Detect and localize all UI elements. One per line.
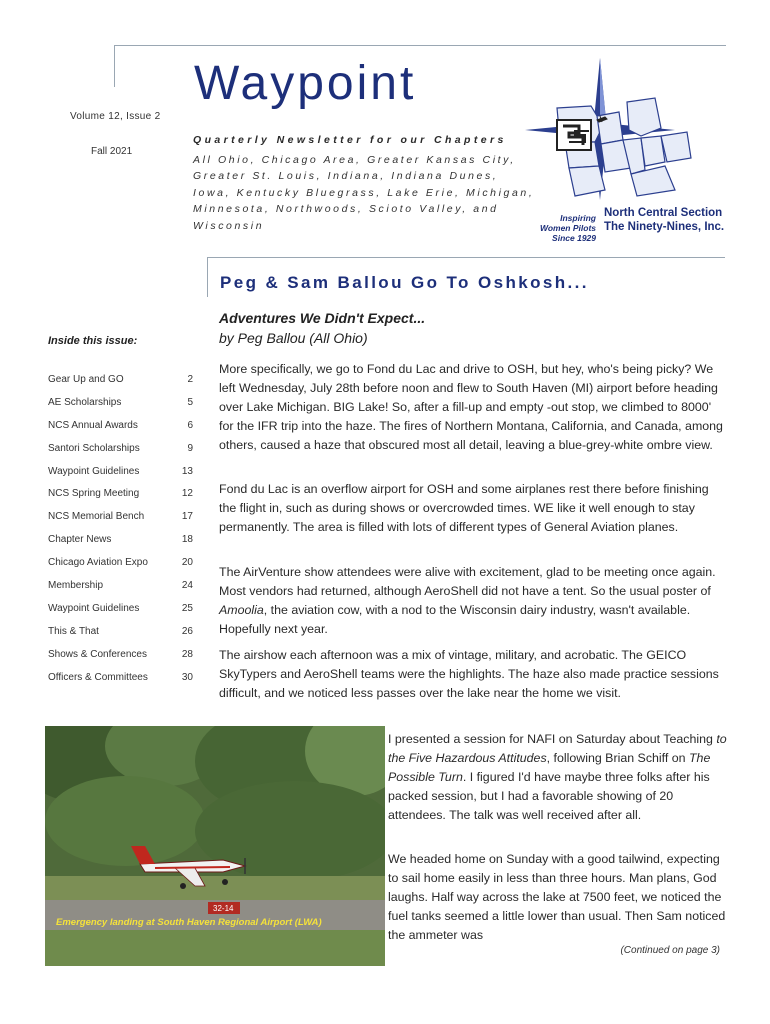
toc-item <box>48 569 193 592</box>
article-paragraph: The airshow each afternoon was a mix of vintage, military, and acrobatic. The GEICO SkyTypers and AeroShell teams were the highlights. The haze also made practice sessions difficult, and we noticed less passes over the lake near the home we visit. <box>219 648 719 700</box>
toc-label: Chicago Aviation Expo <box>48 557 148 569</box>
toc-label: NCS Annual Awards <box>48 419 138 431</box>
photo-illustration <box>45 726 385 966</box>
article-paragraph: We headed home on Sunday with a good tailwind, expecting to sail home easily in less than three hours. Man plans, God laughs. Half way across the lake at 7500 feet, we noticed the fuel tanks seemed a little lower than usual. Then Sam noticed the ammeter was <box>388 852 726 942</box>
toc-item <box>48 500 193 523</box>
toc-page: 6 <box>187 419 193 431</box>
toc-item <box>48 546 193 569</box>
volume-issue: Volume 12, Issue 2 <box>70 111 161 122</box>
logo-tagline: Inspiring Women Pilots Since 1929 <box>539 213 596 243</box>
article-paragraph: The AirVenture show attendees were alive with excitement, glad to be meeting once again. Most vendors had returned, although AeroShell did not have a tent. So the usual poster of Amoolia, the aviation cow, with a nod to the Wisconsin dairy industry, wasn't available. Hopefully next year. <box>219 565 716 636</box>
toc-page: 24 <box>181 580 193 592</box>
toc-label: AE Scholarships <box>48 396 122 408</box>
article-frame-rule <box>207 257 725 258</box>
toc-page: 2 <box>187 374 193 385</box>
header-frame-rule <box>114 45 726 46</box>
toc-page: 28 <box>181 648 193 660</box>
toc-page: 9 <box>187 442 193 454</box>
toc-item <box>48 386 193 409</box>
article-subtitle: Adventures We Didn't Expect... <box>219 310 426 326</box>
article-byline: by Peg Ballou (All Ohio) <box>219 330 368 346</box>
toc-page: 20 <box>181 557 193 569</box>
toc-page: 17 <box>181 511 193 523</box>
toc-label: Waypoint Guidelines <box>48 602 140 614</box>
toc-label: Officers & Committees <box>48 671 148 683</box>
toc-page: 18 <box>181 534 193 546</box>
table-of-contents <box>48 363 193 683</box>
toc-label: Membership <box>48 580 104 592</box>
newsletter-title: Waypoint <box>194 57 417 110</box>
toc-item <box>48 523 193 546</box>
logo-organization: North Central Section The Ninety-Nines, Inc. <box>604 207 725 233</box>
toc-label: Waypoint Guidelines <box>48 465 140 477</box>
toc-item <box>48 638 193 661</box>
chapter-list: All Ohio, Chicago Area, Greater Kansas City, Greater St. Louis, Indiana, Indiana Dunes, Iowa, Kentucky Bluegrass, Lake Erie, Michigan, Minnesota, Northwoods, Scioto Valley, and Wisconsin <box>193 154 535 232</box>
toc-item <box>48 432 193 455</box>
toc-item <box>48 661 193 684</box>
toc-item <box>48 363 193 386</box>
toc-page: 12 <box>181 488 193 500</box>
toc-item <box>48 477 193 500</box>
article-headline: Peg & Sam Ballou Go To Oshkosh... <box>220 273 589 292</box>
article-frame-rule-vertical <box>207 257 208 297</box>
issue-season: Fall 2021 <box>91 146 133 157</box>
article-paragraph: More specifically, we go to Fond du Lac and drive to OSH, but hey, who's being picky? We left Wednesday, July 28th before noon and flew to South Haven (MI) airport before heading over Lake Michigan. BIG Lake! So, after a fill-up and empty -out stop, we climbed to 8000' for the IFR trip into the haze. The fires of Northern Montana, California, and Canada, among others, caused a haze that obscured most all detail, leaving a blue-grey-white ombre view. <box>219 362 723 452</box>
article-paragraph: Fond du Lac is an overflow airport for OSH and some airplanes rest there before finishing the flight in, such as during shows or overcrowded times. WE like it well enough to stay permanently. The area is filled with lots of different types of General Aviation planes. <box>219 482 709 534</box>
toc-label: Santori Scholarships <box>48 442 140 454</box>
toc-page: 26 <box>181 625 193 637</box>
toc-item <box>48 615 193 638</box>
header-frame-rule-vertical <box>114 45 115 87</box>
toc-page: 13 <box>181 465 193 477</box>
toc-label: NCS Spring Meeting <box>48 488 140 500</box>
toc-title: Inside this issue: <box>48 335 138 347</box>
runway-marking: 32-14 <box>213 904 234 913</box>
toc-label: Gear Up and GO <box>48 374 124 385</box>
toc-page: 5 <box>187 396 193 408</box>
toc-label: Shows & Conferences <box>48 648 147 660</box>
toc-label: Chapter News <box>48 534 112 546</box>
toc-page: 30 <box>181 671 193 683</box>
continued-note: (Continued on page 3) <box>620 945 720 956</box>
newsletter-tagline: Quarterly Newsletter for our Chapters <box>193 134 507 146</box>
toc-item <box>48 455 193 478</box>
photo-caption: Emergency landing at South Haven Regional Airport (LWA) <box>56 917 322 928</box>
toc-item <box>48 592 193 615</box>
airplane-landing-photo <box>45 726 385 966</box>
toc-item <box>48 409 193 432</box>
toc-label: This & That <box>48 625 99 637</box>
article-paragraph: I presented a session for NAFI on Saturday about Teaching to the Five Hazardous Attitudes, following Brian Schiff on The Possible Turn. I figured I'd have maybe three folks after his packed session, but I had a favorable showing of 20 attendees. The talk was well received after all. <box>388 732 727 822</box>
toc-page: 25 <box>181 602 193 614</box>
toc-label: NCS Memorial Bench <box>48 511 145 523</box>
